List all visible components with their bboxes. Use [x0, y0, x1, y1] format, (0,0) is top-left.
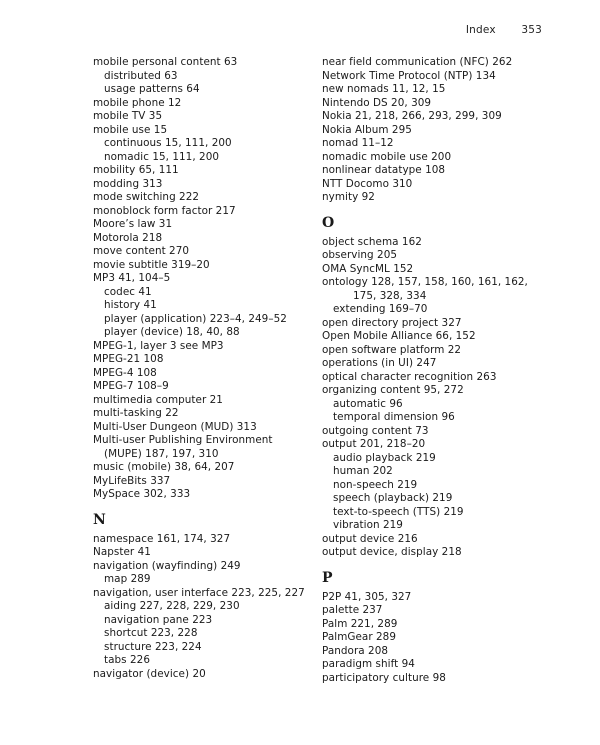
index-subentry: tabs 226	[104, 654, 150, 666]
index-entry: Nokia 21, 218, 266, 293, 299, 309	[322, 110, 502, 122]
index-entry: mobile phone 12	[93, 96, 182, 109]
index-subentry: temporal dimension 96	[333, 411, 455, 423]
index-entry: Multi-User Dungeon (MUD) 313	[93, 420, 257, 433]
index-entry: nomad 11–12	[322, 137, 394, 149]
index-entry: music (mobile) 38, 64, 207	[93, 461, 235, 473]
index-entry: outgoing content 73	[322, 424, 429, 437]
index-entry: OMA SyncML 152	[322, 262, 414, 275]
index-entry: NTT Docomo 310	[322, 177, 413, 190]
index-entry: movie subtitle 319–20	[93, 258, 210, 271]
index-entry: P2P 41, 305, 327	[322, 590, 412, 603]
index-letter-heading: O	[322, 214, 335, 231]
index-entry: output device, display 218	[322, 546, 462, 558]
index-entry: object schema 162	[322, 235, 422, 248]
index-subentry: history 41	[104, 299, 157, 311]
index-entry: Motorola 218	[93, 231, 163, 244]
index-entry: Open Mobile Alliance 66, 152	[322, 330, 476, 342]
index-entry: output device 216	[322, 532, 418, 545]
index-entry: mode switching 222	[93, 191, 200, 203]
section-title: Index	[465, 24, 496, 36]
index-entry: nonlinear datatype 108	[322, 164, 446, 176]
index-entry: multimedia computer 21	[93, 393, 223, 406]
index-subentry: player (device) 18, 40, 88	[104, 326, 240, 338]
index-subentry: structure 223, 224	[104, 640, 202, 653]
index-entry: paradigm shift 94	[322, 658, 415, 670]
index-entry: ontology 128, 157, 158, 160, 161, 162, 175, 328, 334	[322, 276, 528, 302]
index-entry: modding 313	[93, 177, 163, 190]
index-subentry: text-to-speech (TTS) 219	[333, 505, 464, 518]
index-entry: participatory culture 98	[322, 671, 446, 684]
index-entry: MyLifeBits 337	[93, 474, 171, 487]
index-subentry: non-speech 219	[333, 478, 418, 491]
index-subentry: human 202	[333, 465, 393, 477]
index-subentry: aiding 227, 228, 229, 230	[104, 600, 240, 612]
index-entry: nymity 92	[322, 191, 375, 203]
index-entry: navigation, user interface 223, 225, 227	[93, 586, 305, 599]
index-entry: Nintendo DS 20, 309	[322, 96, 432, 109]
page-number: 353	[521, 24, 542, 36]
index-subentry: continuous 15, 111, 200	[104, 137, 232, 149]
index-subentry: map 289	[104, 573, 151, 585]
index-entry: nomadic mobile use 200	[322, 150, 452, 163]
index-entry: MPEG-21 108	[93, 353, 164, 365]
index-letter-heading: P	[322, 569, 333, 586]
index-subentry: player (application) 223–4, 249–52	[104, 312, 287, 325]
index-entry: near field communication (NFC) 262	[322, 56, 513, 68]
index-entry: Palm 221, 289	[322, 617, 398, 630]
index-entry: palette 237	[322, 604, 383, 616]
index-subentry: distributed 63	[104, 69, 178, 82]
index-subentry: nomadic 15, 111, 200	[104, 150, 220, 163]
index-entry: mobile use 15	[93, 123, 168, 136]
index-entry: open directory project 327	[322, 316, 462, 329]
index-entry: navigation (wayfinding) 249	[93, 559, 241, 572]
index-entry: Multi-user Publishing Environment (MUPE) 187, 197, 310	[93, 434, 273, 460]
index-subentry: navigation pane 223	[104, 613, 213, 626]
index-entry: output 201, 218–20	[322, 438, 426, 450]
running-head	[466, 24, 542, 36]
index-entry: Nokia Album 295	[322, 123, 412, 136]
index-subentry: usage patterns 64	[104, 83, 200, 95]
index-entry: move content 270	[93, 245, 190, 257]
index-entry: navigator (device) 20	[93, 667, 206, 680]
index-subentry: extending 169–70	[333, 303, 428, 315]
index-entry: monoblock form factor 217	[93, 204, 236, 217]
index-entry: Pandora 208	[322, 644, 389, 657]
index-entry: organizing content 95, 272	[322, 384, 464, 396]
index-entry: mobility 65, 111	[93, 164, 179, 176]
index-entry: Napster 41	[93, 546, 151, 558]
index-entry: PalmGear 289	[322, 631, 396, 643]
index-entry: MPEG-1, layer 3 see MP3	[93, 339, 224, 352]
index-entry: operations (in UI) 247	[322, 357, 437, 369]
index-letter-heading: N	[93, 511, 106, 528]
index-entry: observing 205	[322, 249, 398, 261]
index-subentry: codec 41	[104, 285, 152, 298]
index-entry: optical character recognition 263	[322, 370, 497, 383]
index-entry: MP3 41, 104–5	[93, 272, 171, 284]
index-column-right	[322, 56, 542, 685]
index-entry: mobile TV 35	[93, 110, 163, 122]
index-entry: namespace 161, 174, 327	[93, 532, 231, 545]
index-entry: MPEG-7 108–9	[93, 380, 169, 392]
index-subentry: vibration 219	[333, 519, 403, 531]
index-entry: Network Time Protocol (NTP) 134	[322, 69, 496, 82]
index-entry: MySpace 302, 333	[93, 488, 191, 500]
index-entry: Moore’s law 31	[93, 218, 173, 230]
index-subentry: speech (playback) 219	[333, 492, 453, 504]
index-entry: new nomads 11, 12, 15	[322, 83, 446, 95]
index-subentry: automatic 96	[333, 397, 403, 410]
index-entry: MPEG-4 108	[93, 366, 157, 379]
index-column-left	[93, 56, 305, 681]
index-subentry: audio playback 219	[333, 451, 436, 464]
index-entry: mobile personal content 63	[93, 56, 238, 68]
index-entry: open software platform 22	[322, 343, 462, 356]
index-entry: multi-tasking 22	[93, 407, 179, 419]
index-subentry: shortcut 223, 228	[104, 627, 198, 639]
